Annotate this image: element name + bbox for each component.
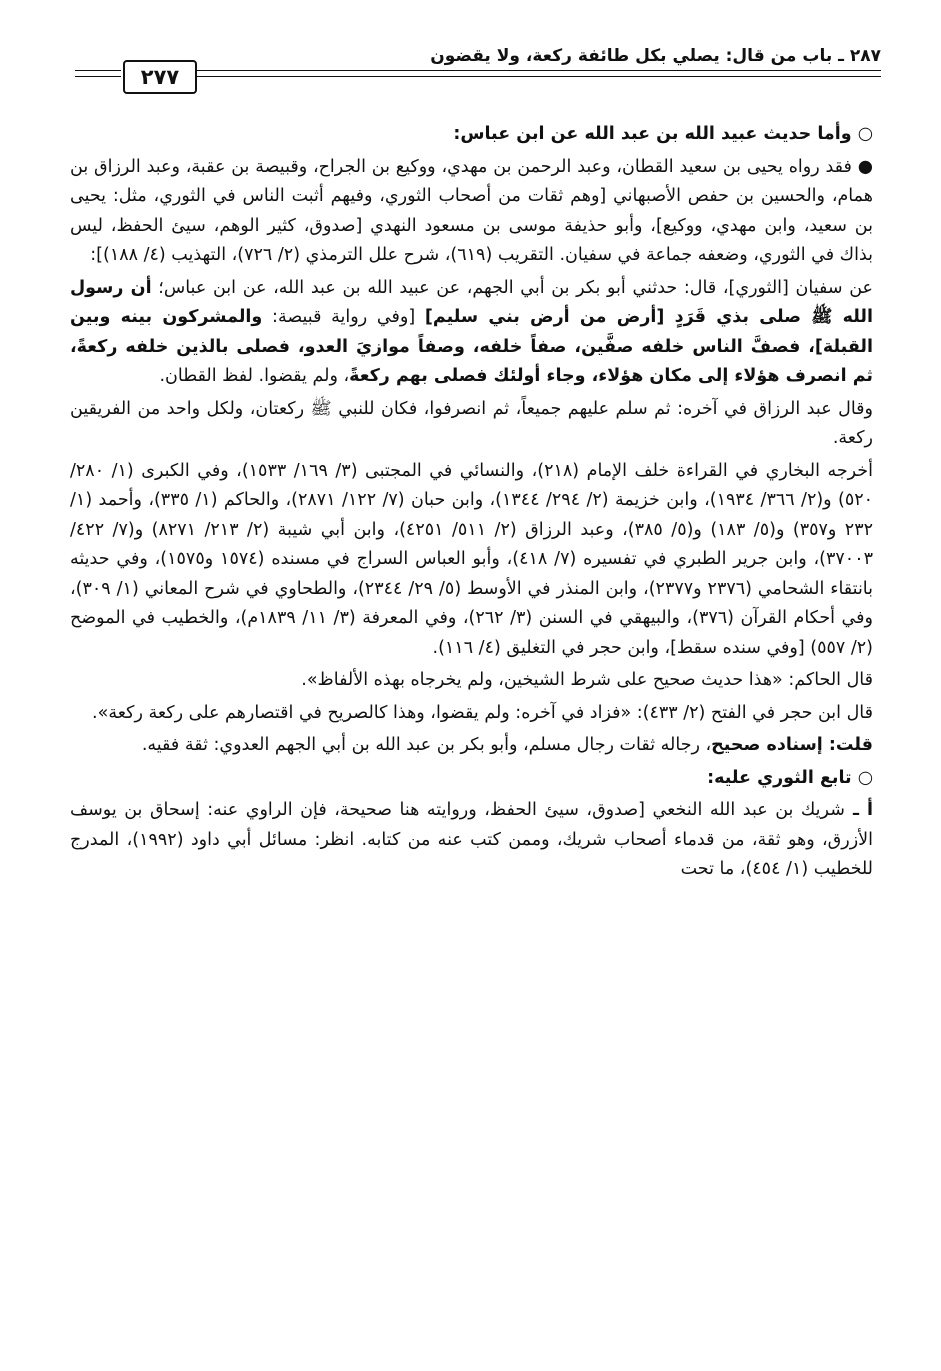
paragraph-narrators: [70, 153, 873, 271]
header-rule-right-double: [196, 76, 881, 77]
header-rule-right: [196, 70, 881, 71]
paragraph-sharik: [70, 796, 873, 885]
paragraph-text: أخرجه البخاري في القراءة خلف الإمام (٢١٨)، والنسائي في المجتبى (٣/ ١٦٩/ ١٥٣٣)، وفي الكبرى (١/ ٢٨٠/ ٥٢٠) و(٢/ ٣٦٦/ ١٩٣٤)، وابن خزيمة (٢/ ٢٩٤/ ١٣٤٤)، وابن حبان (٧/ ١٢٢/ ٢٨٧١)، والحاكم (١/ ٣٣٥)، وأحمد (١/ ٢٣٢ و٣٥٧) و(٥/ ١٨٣) و(٥/ ٣٨٥)، وعبد الرزاق (٢/ ٥١١/ ٤٢٥١)، وابن أبي شيبة (٢/ ٢١٣/ ٨٢٧١) و(٧/ ٤٢٢/ ٣٧٠٠٣)، وابن جرير الطبري في تفسيره (٧/ ٤١٨)، وأبو العباس السراج في مسنده (١٥٧٤ و١٥٧٥)، وفي حديثه بانتقاء الشحامي (٢٣٧٦ و٢٣٧٧)، وابن المنذر في الأوسط (٥/ ٢٩/ ٢٣٤٤)، والطحاوي في شرح المعاني (١/ ٣٠٩)، وفي أحكام القرآن (٣٧٦)، والبيهقي في السنن (٣/ ٢٦٢)، وفي المعرفة (٣/ ١١/ ١٨٣٩م)، والخطيب في الموضح (٢/ ٥٥٧) [وفي سنده سقط]، وابن حجر في التغليق (٤/ ١١٦).: [70, 460, 874, 658]
paragraph-hadith: [70, 274, 873, 392]
page-body: [70, 120, 873, 888]
page-header: [75, 44, 881, 94]
list-marker: أ ـ: [844, 800, 873, 820]
hadith-text-bold: والمشركون بينه وبين القبلة]، فصفَّ الناس خلفه صفَّين، صفاً خلفه، وصفاً موازيَ العدو، فصلى بالذين خلفه ركعةً، ثم انصرف هؤلاء إلى مكان هؤلاء، وجاء أولئك فصلى بهم ركعةً: [70, 307, 873, 386]
header-rule-left-double: [75, 76, 121, 77]
paragraph-hakim: [70, 666, 873, 696]
paragraph-text: [وفي رواية قبيصة:: [262, 307, 425, 327]
paragraph-text: عن سفيان [الثوري]، قال: حدثني أبو بكر بن أبي الجهم، عن عبيد الله بن عبد الله، عن ابن عباس؛: [151, 277, 873, 298]
paragraph-ibn-hajar: [70, 699, 873, 729]
paragraph-text: ● فقد رواه يحيى بن سعيد القطان، وعبد الرحمن بن مهدي، ووكيع بن الجراح، وقبيصة بن عقبة، وعبد الرزاق بن همام، والحسين بن حفص الأصبهاني [وهم ثقات من أصحاب الثوري، وفيهم أثبت الناس في الثوري، مثل: يحيى بن سعيد، وابن مهدي، ووكيع]، وأبو حذيفة موسى بن مسعود النهدي [صدوق، كثير الوهم، سيئ الحفظ، ليس بذاك في الثوري، وضعفه جماعة في سفيان. التقريب (٦١٩)، شرح علل الترمذي (٢/ ٧٢٦)، التهذيب (٤/ ١٨٨)]:: [70, 156, 873, 265]
paragraph-verdict: [70, 731, 873, 761]
verdict-bold: قلت: إسناده صحيح: [711, 735, 873, 755]
heading-text: ○ تابع الثوري عليه:: [707, 767, 873, 788]
paragraph-text: ، رجاله ثقات رجال مسلم، وأبو بكر بن عبد الله بن أبي الجهم العدوي: ثقة فقيه.: [141, 735, 712, 755]
paragraph-text: وقال عبد الرزاق في آخره: ثم سلم عليهم جميعاً، ثم انصرفوا، فكان للنبي ﷺ ركعتان، ولكل واحد من الفريقين ركعة.: [70, 398, 873, 448]
paragraph-takhrij: [70, 457, 873, 664]
paragraph-abdulrazzaq: [70, 395, 873, 454]
header-rule-left: [75, 70, 121, 71]
paragraph-text: شريك بن عبد الله النخعي [صدوق، سيئ الحفظ، وروايته هنا صحيحة، فإن الراوي عنه: إسحاق بن يوسف الأزرق، وهو ثقة، من قدماء أصحاب شريك، وممن كتب عنه من كتابه. انظر: مسائل أبي داود (١٩٩٢)، المدرج للخطيب (١/ ٤٥٤)، ما تحت: [70, 800, 873, 879]
paragraph-text: قال ابن حجر في الفتح (٢/ ٤٣٣): «فزاد في آخره: ولم يقضوا، وهذا كالصريح في اقتصارهم على ركعة ركعة».: [92, 702, 873, 723]
hadith-text-bold: أن رسول الله ﷺ صلى بذي قَرَدٍ [أرض من أرض بني سليم]: [70, 277, 873, 327]
section-heading: [70, 764, 873, 794]
page-number: ٢٧٧: [123, 60, 197, 94]
paragraph-text: ، ولم يقضوا. لفظ القطان.: [159, 366, 350, 386]
section-heading: [70, 120, 873, 150]
paragraph-text: قال الحاكم: «هذا حديث صحيح على شرط الشيخين، ولم يخرجاه بهذه الألفاظ».: [301, 670, 873, 690]
heading-text: ○ وأما حديث عبيد الله بن عبد الله عن ابن عباس:: [453, 124, 873, 144]
chapter-title: ٢٨٧ ـ باب من قال: يصلي بكل طائفة ركعة، ولا يقضون: [430, 46, 881, 66]
